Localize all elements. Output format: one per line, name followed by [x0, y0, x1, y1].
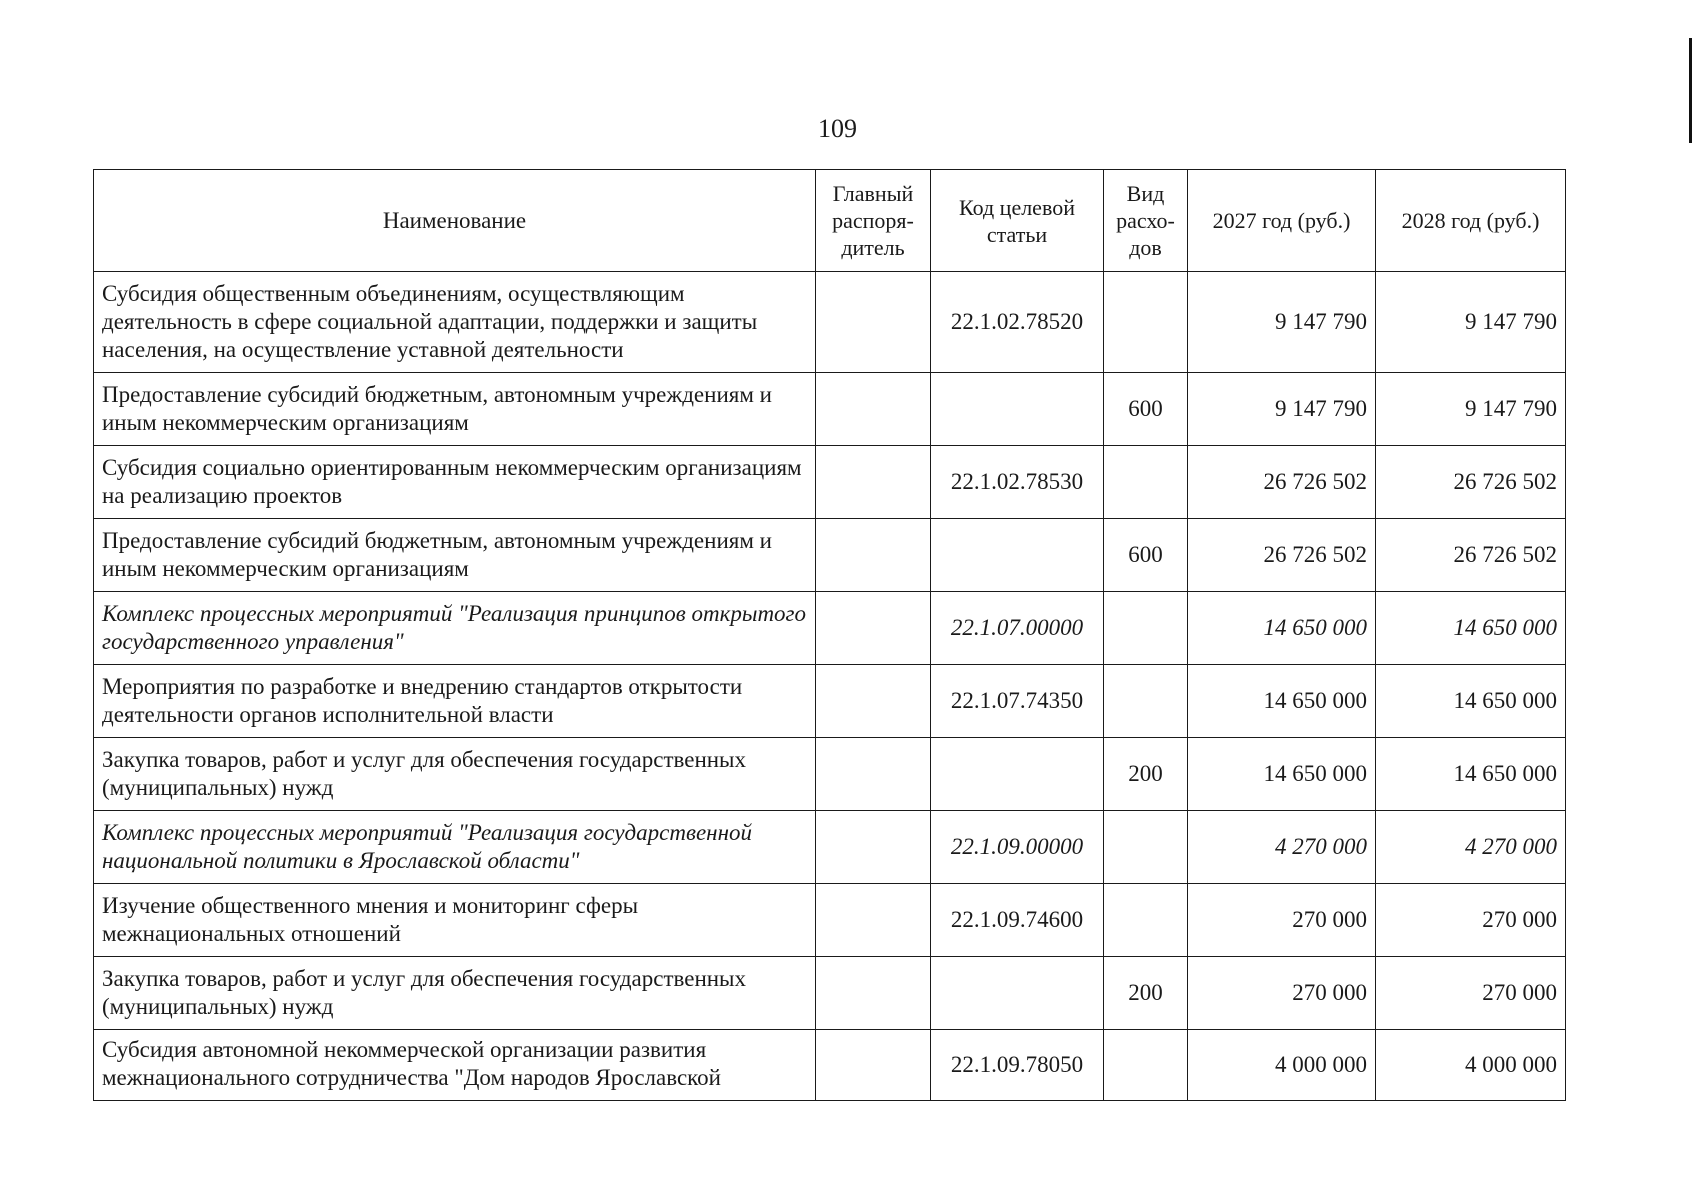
cell-admin: [816, 957, 931, 1030]
cell-admin: [816, 738, 931, 811]
cell-2027: 9 147 790: [1188, 272, 1376, 373]
cell-code: [931, 957, 1104, 1030]
cell-admin: [816, 446, 931, 519]
cell-admin: [816, 811, 931, 884]
cell-code: 22.1.02.78520: [931, 272, 1104, 373]
cell-name: Закупка товаров, работ и услуг для обеспечения государственных (муниципальных) нужд: [94, 957, 816, 1030]
table-row: [94, 373, 1566, 446]
table-row: [94, 738, 1566, 811]
cell-2028: 14 650 000: [1376, 738, 1566, 811]
cell-code: 22.1.09.78050: [931, 1030, 1104, 1101]
scan-edge-mark: [1689, 38, 1692, 143]
cell-expense-type: [1104, 665, 1188, 738]
table-header-row: [94, 170, 1566, 272]
cell-admin: [816, 519, 931, 592]
table-row: [94, 446, 1566, 519]
budget-table: [93, 169, 1566, 1101]
cell-admin: [816, 272, 931, 373]
header-2027: 2027 год (руб.): [1188, 170, 1376, 272]
table-row: [94, 519, 1566, 592]
header-code: Код целевой статьи: [931, 170, 1104, 272]
cell-expense-type: [1104, 272, 1188, 373]
cell-2027: 270 000: [1188, 957, 1376, 1030]
cell-name: Субсидия автономной некоммерческой организации развития межнационального сотрудничества "Дом народов Ярославской: [94, 1030, 816, 1101]
cell-2027: 270 000: [1188, 884, 1376, 957]
cell-2028: 26 726 502: [1376, 519, 1566, 592]
cell-2027: 14 650 000: [1188, 665, 1376, 738]
cell-2027: 9 147 790: [1188, 373, 1376, 446]
cell-code: 22.1.07.00000: [931, 592, 1104, 665]
cell-name: Закупка товаров, работ и услуг для обеспечения государственных (муниципальных) нужд: [94, 738, 816, 811]
cell-name: Предоставление субсидий бюджетным, автономным учреждениям и иным некоммерческим организациям: [94, 519, 816, 592]
cell-admin: [816, 1030, 931, 1101]
cell-2027: 14 650 000: [1188, 738, 1376, 811]
cell-expense-type: [1104, 1030, 1188, 1101]
cell-2028: 4 270 000: [1376, 811, 1566, 884]
table-row: [94, 811, 1566, 884]
header-2028: 2028 год (руб.): [1376, 170, 1566, 272]
cell-expense-type: [1104, 592, 1188, 665]
cell-name: Мероприятия по разработке и внедрению стандартов открытости деятельности органов исполнительной власти: [94, 665, 816, 738]
cell-name: Изучение общественного мнения и мониторинг сферы межнациональных отношений: [94, 884, 816, 957]
cell-code: [931, 519, 1104, 592]
page-number: 109: [818, 114, 857, 143]
cell-2028: 14 650 000: [1376, 592, 1566, 665]
cell-code: 22.1.09.74600: [931, 884, 1104, 957]
cell-2028: 9 147 790: [1376, 373, 1566, 446]
cell-name: Комплекс процессных мероприятий "Реализация государственной национальной политики в Ярославской области": [94, 811, 816, 884]
cell-code: 22.1.02.78530: [931, 446, 1104, 519]
cell-expense-type: [1104, 446, 1188, 519]
cell-expense-type: 600: [1104, 519, 1188, 592]
cell-admin: [816, 665, 931, 738]
cell-name: Субсидия социально ориентированным некоммерческим организациям на реализацию проектов: [94, 446, 816, 519]
cell-name: Предоставление субсидий бюджетным, автономным учреждениям и иным некоммерческим организациям: [94, 373, 816, 446]
cell-code: 22.1.09.00000: [931, 811, 1104, 884]
table-row: [94, 592, 1566, 665]
table-row: [94, 1030, 1566, 1101]
cell-2028: 270 000: [1376, 884, 1566, 957]
table-row: [94, 957, 1566, 1030]
cell-2028: 9 147 790: [1376, 272, 1566, 373]
cell-name: Субсидия общественным объединениям, осуществляющим деятельность в сфере социальной адаптации, поддержки и защиты населения, на осуществление уставной деятельности: [94, 272, 816, 373]
cell-2027: 14 650 000: [1188, 592, 1376, 665]
table-row: [94, 665, 1566, 738]
cell-expense-type: 200: [1104, 957, 1188, 1030]
cell-code: [931, 373, 1104, 446]
cell-code: [931, 738, 1104, 811]
table-row: [94, 884, 1566, 957]
cell-name: Комплекс процессных мероприятий "Реализация принципов открытого государственного управления": [94, 592, 816, 665]
cell-2027: 4 000 000: [1188, 1030, 1376, 1101]
cell-expense-type: 200: [1104, 738, 1188, 811]
cell-2027: 4 270 000: [1188, 811, 1376, 884]
table-body: [94, 272, 1566, 1101]
cell-2027: 26 726 502: [1188, 446, 1376, 519]
cell-2028: 270 000: [1376, 957, 1566, 1030]
cell-2028: 26 726 502: [1376, 446, 1566, 519]
cell-code: 22.1.07.74350: [931, 665, 1104, 738]
header-expense-type: Вид расхо-дов: [1104, 170, 1188, 272]
cell-expense-type: [1104, 811, 1188, 884]
cell-admin: [816, 592, 931, 665]
header-name: Наименование: [94, 170, 816, 272]
cell-2027: 26 726 502: [1188, 519, 1376, 592]
cell-admin: [816, 884, 931, 957]
cell-2028: 4 000 000: [1376, 1030, 1566, 1101]
cell-expense-type: 600: [1104, 373, 1188, 446]
cell-2028: 14 650 000: [1376, 665, 1566, 738]
table-row: [94, 272, 1566, 373]
cell-expense-type: [1104, 884, 1188, 957]
cell-admin: [816, 373, 931, 446]
header-admin: Главный распоря-дитель: [816, 170, 931, 272]
